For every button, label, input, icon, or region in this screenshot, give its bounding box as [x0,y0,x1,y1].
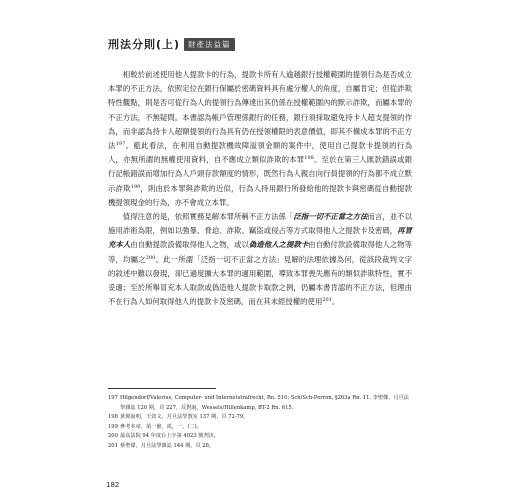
footnote-number: 198 [108,414,118,421]
footnote-ref: 201 [322,297,332,304]
footnote-text: 參考本章，第一節，貳，一，(二)。 [120,423,202,430]
footnote [108,442,412,452]
text-run: 。至於在第三人匯款錯誤或銀行記帳錯誤而增加行為人戶頭存款額度的情形，既然行為人親自向行員提領的行為都不成立默示詐欺 [108,155,412,193]
paragraph [108,68,412,210]
text-run: 由自動付款設備取得他人之物等等，均屬之 [108,240,412,264]
footnote [108,394,412,413]
paragraph [108,210,412,309]
text-run: 而言，並不以施用詐術為限，例如以強暴、脅迫、詐欺、竊盜或侵占等方式取得他人之提款卡及密碼， [108,212,412,236]
footnote [108,432,412,442]
footnotes [108,394,412,452]
footnote-number: 201 [108,442,118,449]
text-run: 由自動提款設備取得他人之物，或以 [130,240,249,250]
footnote [108,423,412,433]
emphasized-text: 偽造他人之提款卡 [248,240,309,250]
main-text [108,68,412,309]
footnote [108,413,412,423]
running-header [108,36,235,52]
emphasized-text: 再冒充本人 [108,226,412,250]
footnote-text: 黃仰說明，王效文，月旦法學教室 137 期，頁 72-79。 [120,414,249,421]
emphasized-text: 泛指一切不正當之方法 [293,212,368,222]
text-run: ，則由於本罪與詐欺的近似，行為人持用銀行所發給他的提款卡與密碼從自動提款機提領現金的行為，亦不會成立本罪。 [108,183,412,207]
footnote-divider [108,388,216,389]
text-run: 。 [331,297,340,307]
footnote-number: 197 [108,395,118,401]
footnote-ref: 197 [115,141,126,148]
footnote-number: 199 [108,423,118,430]
header-badge: 財產法益篇 [184,38,235,51]
page-number: 182 [106,481,120,489]
footnote-ref: 198 [304,155,314,162]
header-title: 刑法分則(上) [108,38,181,51]
text-run: 相較於前述使用他人提款卡的行為，提款卡所有人逾越銀行授權範圍的提領行為是否成立本罪的不正方法，依照定位在銀行保屬於密碼資料具有處分權人的角度，自屬肯定；但從詐欺特性觀點，則是否可從行為人的提領行為傳達出其仍係在授權範圍內的默示詐欺，而屬本罪的不正方法，不無疑問。本書認為帳戶管理係銀行的任務，銀行須採取避免持卡人超支提領的作為，而非認為持卡人超額提領的行為具有仍在授領權限的表意價值，即其不構成本罪的不正方法 [108,70,412,151]
footnote-ref: 200 [145,254,156,261]
footnote-text: 最高法院 94 年度台上字第 4023 號判決。 [120,433,220,440]
footnote-text: Hilgendorf/Valerius, Computer- und Internetstrafrecht, Rn. 510; Sch/Sch-Perron, §263a Rn. 11. 李聖傑，月旦法學雜誌 120 期，頁 227，反對說，Wessels/Hillenkamp, BT-2 Rn. 615. [120,395,409,411]
text-run: 。藍此看法，在利用自動提款機故障溢領金額的案件中，使用自己提款卡提領的行為人，亦無所謂的無權使用資料，自不應成立類似詐欺的本罪 [108,141,412,165]
text-run: 。此一所謂「泛指一切不正當之方法」見解的法理依據為何，從該段裁判文字的敘述中難以發現，卻已過度擴大本罪的適用範圍，導致本罪喪失應有的類似詐欺特性，實不妥適；至於所舉冒充本人取款或偽造他人提款卡取款之例，仍屬本書肯認的不正方法，但理由不在行為人如何取得他人的提款卡及密碼，而在其未經授權的使用 [108,254,412,307]
footnote-number: 200 [108,433,118,440]
text-run: 值得注意的是，依照實務見解本罪所稱不正方法係「 [122,212,294,222]
footnote-text: 蔡聖偉，月旦法學雜誌 144 期，頁 28。 [120,442,215,449]
footnote-ref: 199 [130,183,141,190]
